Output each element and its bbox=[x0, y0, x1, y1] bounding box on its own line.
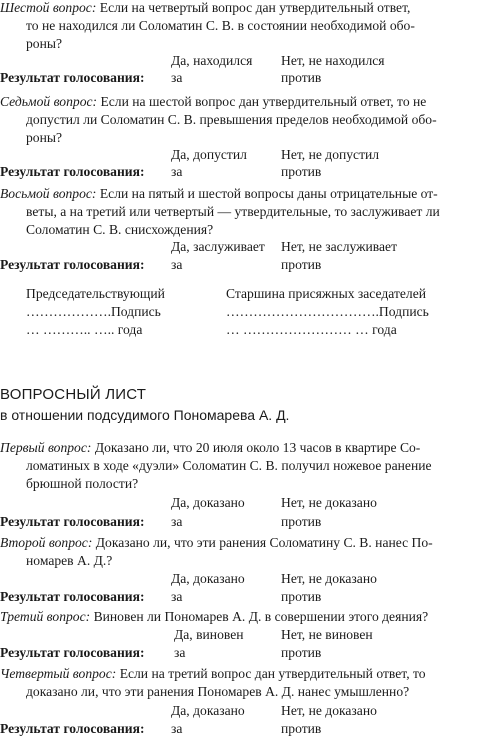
q8-option-no: Нет, не заслуживает bbox=[281, 239, 398, 254]
q8-text1: Если на пятый и шестой вопросы даны отрицательные от- bbox=[99, 186, 438, 201]
q4-line1 bbox=[0, 666, 426, 682]
q6-option-no: Нет, не находился bbox=[281, 53, 385, 68]
q3-vote-for: за bbox=[174, 645, 186, 660]
q2-vote-for: за bbox=[171, 589, 183, 604]
section-subtitle: в отношении подсудимого Пономарева А. Д. bbox=[0, 407, 290, 423]
q3-vote-against: против bbox=[281, 645, 322, 660]
q7-vote-against: против bbox=[281, 164, 322, 179]
foreman-date-line: … …………………… … года bbox=[226, 322, 397, 337]
q2-text1: Доказано ли, что эти ранения Соломатину С. В. нанес По- bbox=[95, 535, 433, 550]
q4-vote-for: за bbox=[171, 721, 183, 736]
q8-option-yes: Да, заслуживает bbox=[171, 239, 265, 254]
q7-option-yes: Да, допустил bbox=[171, 147, 247, 162]
q1-line1 bbox=[0, 440, 420, 456]
q8-vote-for: за bbox=[171, 257, 183, 272]
q4-vote-label: Результат голосования: bbox=[0, 721, 145, 736]
q2-option-yes: Да, доказано bbox=[171, 571, 245, 586]
q2-line1 bbox=[0, 535, 433, 551]
q2-option-no: Нет, не доказано bbox=[281, 571, 377, 586]
q1-line3: брюшной полости? bbox=[26, 476, 139, 491]
q3-text1: Виновен ли Пономарев А. Д. в совершении этого деяния? bbox=[93, 609, 429, 624]
q1-line2: ломатиных в ходе «дуэли» Соломатин С. В. получил ножевое ранение bbox=[26, 458, 432, 473]
q4-option-no: Нет, не доказано bbox=[281, 703, 377, 718]
q2-line2: номарев А. Д.? bbox=[26, 553, 113, 568]
q6-text1: Если на четвертый вопрос дан утвердительный ответ, bbox=[99, 0, 411, 15]
chair-title: Председательствующий bbox=[26, 286, 165, 301]
q8-line2: веты, а на третий или четвертый — утвердительные, то заслуживает ли bbox=[26, 204, 440, 219]
q1-option-yes: Да, доказано bbox=[171, 495, 245, 510]
q6-line1 bbox=[0, 0, 410, 16]
q6-vote-against: против bbox=[281, 70, 322, 85]
q2-vote-against: против bbox=[281, 589, 322, 604]
q6-line2: то не находился ли Соломатин С. В. в состоянии необходимой обо- bbox=[26, 18, 415, 33]
q4-option-yes: Да, доказано bbox=[171, 703, 245, 718]
q8-vote-label: Результат голосования: bbox=[0, 257, 145, 272]
foreman-title: Старшина присяжных заседателей bbox=[226, 286, 427, 301]
chair-signature-line: ……………….Подпись bbox=[26, 304, 161, 319]
q3-option-yes: Да, виновен bbox=[174, 627, 244, 642]
foreman-signature-line: …………………………….Подпись bbox=[226, 304, 429, 319]
q7-label: Седьмой вопрос: bbox=[0, 94, 98, 109]
q6-label: Шестой вопрос: bbox=[0, 0, 97, 15]
q8-line3: Соломатин С. В. снисхождения? bbox=[26, 222, 214, 237]
q1-vote-label: Результат голосования: bbox=[0, 514, 145, 529]
q1-option-no: Нет, не доказано bbox=[281, 495, 377, 510]
q1-vote-against: против bbox=[281, 514, 322, 529]
q6-line3: роны? bbox=[26, 36, 63, 51]
q7-option-no: Нет, не допустил bbox=[281, 147, 380, 162]
q7-line1 bbox=[0, 94, 426, 110]
q1-text1: Доказано ли, что 20 июля около 13 часов в квартире Со- bbox=[94, 440, 421, 455]
q2-vote-label: Результат голосования: bbox=[0, 589, 145, 604]
q1-label: Первый вопрос: bbox=[0, 440, 92, 455]
q7-line2: допустил ли Соломатин С. В. превышения пределов необходимой обо- bbox=[26, 112, 437, 127]
q7-line3: роны? bbox=[26, 130, 63, 145]
chair-date-line: … ……….. ….. года bbox=[26, 322, 143, 337]
q4-vote-against: против bbox=[281, 721, 322, 736]
q6-option-yes: Да, находился bbox=[171, 53, 253, 68]
q4-line2: доказано ли, что эти ранения Пономарев А. Д. нанес умышленно? bbox=[26, 684, 410, 699]
q3-label: Третий вопрос: bbox=[0, 609, 91, 624]
q8-vote-against: против bbox=[281, 257, 322, 272]
q3-vote-label: Результат голосования: bbox=[0, 645, 145, 660]
q4-label: Четвертый вопрос: bbox=[0, 666, 117, 681]
q8-label: Восьмой вопрос: bbox=[0, 186, 97, 201]
q6-vote-label: Результат голосования: bbox=[0, 70, 145, 85]
q7-text1: Если на шестой вопрос дан утвердительный ответ, то не bbox=[100, 94, 427, 109]
q2-label: Второй вопрос: bbox=[0, 535, 93, 550]
q3-line1 bbox=[0, 609, 428, 625]
q7-vote-for: за bbox=[171, 164, 183, 179]
q4-text1: Если на третий вопрос дан утвердительный ответ, то bbox=[119, 666, 426, 681]
q8-line1 bbox=[0, 186, 438, 202]
q1-vote-for: за bbox=[171, 514, 183, 529]
section-title: ВОПРОСНЫЙ ЛИСТ bbox=[0, 386, 147, 403]
q6-vote-for: за bbox=[171, 70, 183, 85]
q3-option-no: Нет, не виновен bbox=[281, 627, 373, 642]
q7-vote-label: Результат голосования: bbox=[0, 164, 145, 179]
